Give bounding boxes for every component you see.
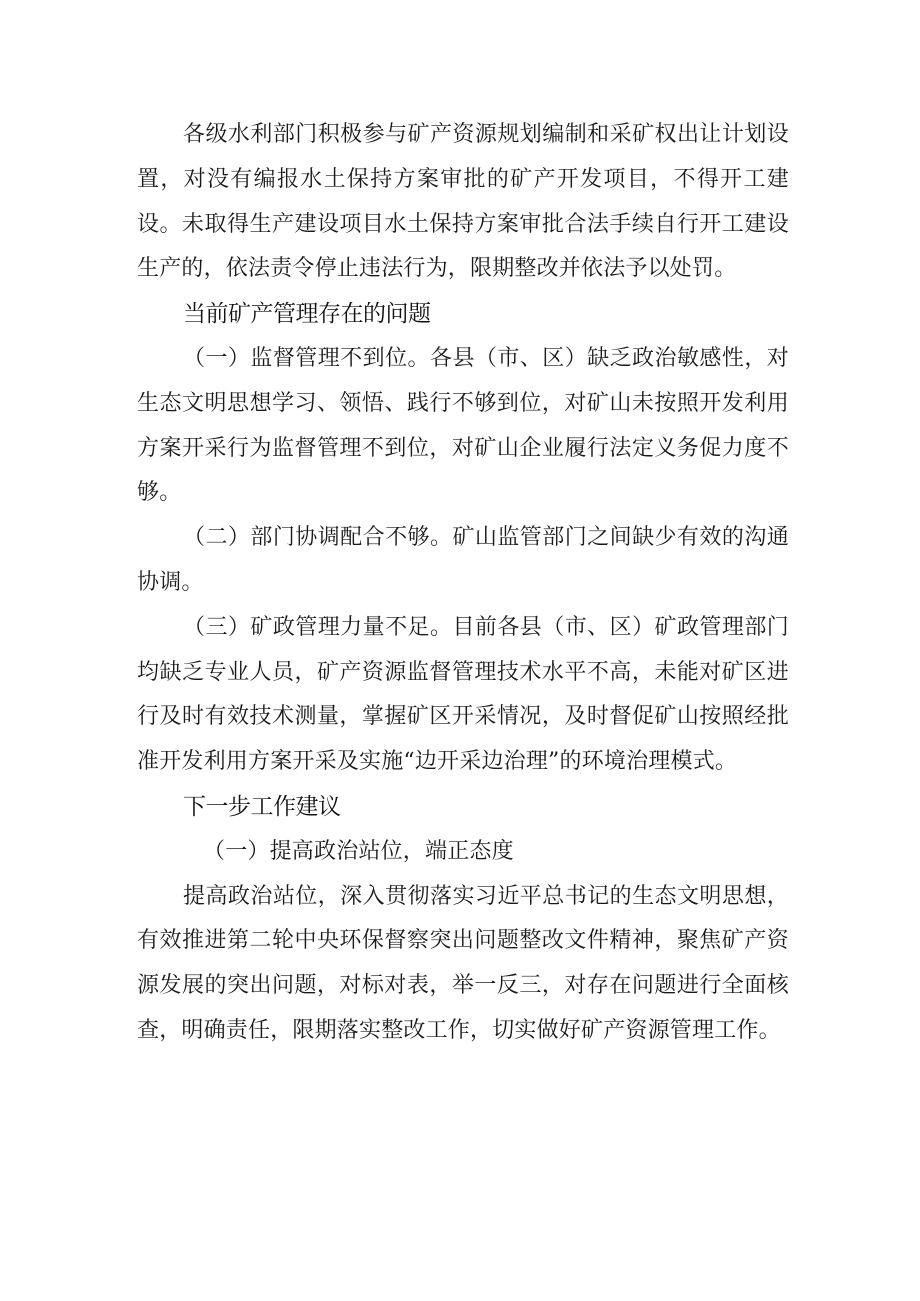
paragraph-supervision: （一）监督管理不到位。各县（市、区）缺乏政治敏感性，对生态文明思想学习、领悟、践行不够到位，对矿山未按照开发利用方案开采行为监督管理不到位，对矿山企业履行法定义务促力度不够。 <box>137 345 789 506</box>
document-body <box>137 113 789 1054</box>
paragraph-political-stance: 提高政治站位，深入贯彻落实习近平总书记的生态文明思想，有效推进第二轮中央环保督察突出问题整改文件精神，聚焦矿产资源发展的突出问题，对标对表，举一反三，对存在问题进行全面核查，明确责任，限期落实整改工作，切实做好矿产资源管理工作。 <box>137 883 789 1043</box>
section-heading-current-problems: 当前矿产管理存在的问题 <box>183 301 431 328</box>
subheading-political-stance: （一）提高政治站位，端正态度 <box>203 838 514 864</box>
paragraph-coordination: （二）部门协调配合不够。矿山监管部门之间缺少有效的沟通协调。 <box>137 525 789 595</box>
section-heading-next-steps: 下一步工作建议 <box>183 793 341 820</box>
paragraph-water-conservation: 各级水利部门积极参与矿产资源规划编制和采矿权出让计划设置，对没有编报水土保持方案审批的矿产开发项目，不得开工建设。未取得生产建设项目水土保持方案审批合法手续自行开工建设生产的，依法责令停止违法行为，限期整改并依法予以处罚。 <box>137 122 789 282</box>
paragraph-management-capacity: （三）矿政管理力量不足。目前各县（市、区）矿政管理部门均缺乏专业人员，矿产资源监督管理技术水平不高，未能对矿区进行及时有效技术测量，掌握矿区开采情况，及时督促矿山按照经批准开发利用方案开采及实施“边开采边治理”的环境治理模式。 <box>137 614 789 775</box>
